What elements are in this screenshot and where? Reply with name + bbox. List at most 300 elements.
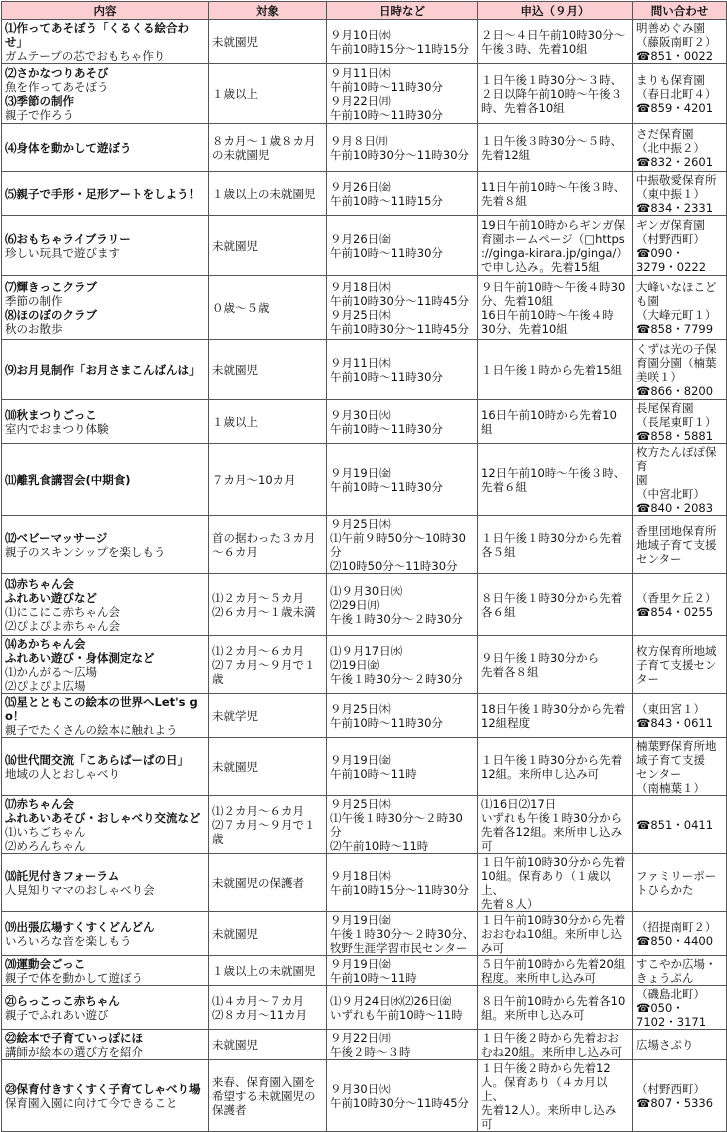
cell-datetime bbox=[327, 124, 478, 172]
cell-line: 午前10時～11時 bbox=[330, 971, 417, 985]
cell-datetime bbox=[327, 636, 478, 694]
event-description: 親子で作ろう bbox=[5, 108, 74, 122]
cell-line: 地域子育て支援 bbox=[636, 538, 717, 552]
event-description: ⑴いちごちゃん ⑵めろんちゃん bbox=[5, 825, 86, 853]
cell-contact bbox=[633, 64, 727, 124]
cell-line: 域子育て支援 bbox=[636, 753, 705, 767]
cell-line: ７カ月～10カ月 bbox=[212, 473, 296, 487]
cell-line: ⑵７カ月～９月で１ bbox=[212, 818, 316, 832]
event-title: ⑶季節の制作 bbox=[5, 94, 74, 108]
cell-line: 10組。保育あり（１歳以上、 bbox=[481, 869, 611, 897]
event-title: ⒀赤ちゃん会 bbox=[5, 577, 74, 591]
cell-target bbox=[209, 340, 327, 400]
event-title: ⑻ほのぼのクラブ bbox=[5, 308, 97, 322]
cell-line: 午前10時～11時 bbox=[330, 767, 417, 781]
cell-apply bbox=[478, 694, 633, 738]
event-title: ⑸親子で手形・足形アートをしよう！ bbox=[5, 187, 201, 201]
cell-content bbox=[2, 276, 209, 340]
table-row bbox=[2, 1060, 727, 1132]
table-row bbox=[2, 574, 727, 636]
cell-content bbox=[2, 956, 209, 986]
cell-line: トひらかた bbox=[636, 883, 694, 897]
cell-line: 16日午前10時～午後４時 bbox=[481, 308, 614, 322]
cell-line: 各５組 bbox=[481, 545, 516, 559]
cell-line: 子育て支援セン bbox=[636, 658, 717, 672]
cell-contact bbox=[633, 124, 727, 172]
cell-content bbox=[2, 172, 209, 216]
event-title: ⒆出張広場すくすくどんどん bbox=[5, 920, 155, 934]
cell-line: ☎858・7799 bbox=[636, 322, 714, 336]
cell-line: 未就園児 bbox=[212, 35, 258, 49]
event-description: 講師が絵本の選び方を紹介 bbox=[5, 1045, 143, 1059]
cell-apply bbox=[478, 516, 633, 574]
cell-line: ９月19日㈮ bbox=[330, 957, 391, 971]
cell-line: ☎840・2083 bbox=[636, 501, 714, 515]
cell-line: さだ保育園 bbox=[636, 127, 694, 141]
cell-line: 3279・0222 bbox=[636, 260, 707, 274]
cell-target bbox=[209, 986, 327, 1030]
cell-contact bbox=[633, 1060, 727, 1132]
cell-contact bbox=[633, 796, 727, 854]
cell-line: ⑴午前９時50分～10時30 bbox=[330, 531, 466, 545]
cell-line: １歳以上の未就園児 bbox=[212, 964, 316, 978]
cell-line: 先着12組 bbox=[481, 148, 531, 162]
cell-line: 分 bbox=[330, 545, 342, 559]
cell-line: すこやか広場・ bbox=[636, 957, 717, 971]
event-description: 季節の制作 bbox=[5, 294, 63, 308]
cell-line: （村野西町） bbox=[636, 1082, 705, 1096]
cell-line: 歳 bbox=[212, 672, 224, 686]
cell-contact bbox=[633, 444, 727, 516]
cell-line: ９月26日㈮ bbox=[330, 232, 391, 246]
event-title: ふれあいあそび・おしゃべり交流など bbox=[5, 811, 201, 825]
cell-contact bbox=[633, 172, 727, 216]
table-row bbox=[2, 796, 727, 854]
event-title: ⒁あかちゃん会 bbox=[5, 637, 86, 651]
cell-line: 午後１時30分～２時30分、 bbox=[330, 927, 475, 941]
cell-apply bbox=[478, 64, 633, 124]
cell-content bbox=[2, 516, 209, 574]
cell-line: ９月25日㈭ bbox=[330, 702, 391, 716]
cell-line: 先着８人） bbox=[481, 897, 539, 911]
cell-contact bbox=[633, 986, 727, 1030]
cell-line: 長尾保育園 bbox=[636, 401, 694, 415]
cell-line: 可 bbox=[481, 1117, 493, 1131]
cell-line: １日午後２時から先着おお bbox=[481, 1031, 619, 1045]
cell-datetime bbox=[327, 796, 478, 854]
table-row bbox=[2, 854, 727, 912]
event-title: ⑹おもちゃライブラリー bbox=[5, 232, 131, 246]
cell-apply bbox=[478, 1060, 633, 1132]
cell-target bbox=[209, 854, 327, 912]
cell-line: ９月18日㈭ bbox=[330, 869, 391, 883]
event-description: ガムテープの芯でおもちゃ作り bbox=[5, 49, 166, 63]
cell-content bbox=[2, 1030, 209, 1060]
cell-line: ９月11日㈭ bbox=[330, 66, 391, 80]
cell-line: 午前10時30分～11時45分 bbox=[330, 294, 470, 308]
cell-content bbox=[2, 20, 209, 64]
cell-line: いずれも午前10時～11時 bbox=[330, 1008, 463, 1022]
cell-line: ⑵19日㈮ bbox=[330, 658, 380, 672]
cell-datetime bbox=[327, 20, 478, 64]
event-title: ⑺輝きっこクラブ bbox=[5, 280, 97, 294]
cell-line: ⑵29日㈪ bbox=[330, 598, 380, 612]
header-content: 内容 bbox=[2, 2, 209, 20]
cell-line: 12組。来所申し込み可 bbox=[481, 767, 600, 781]
cell-apply bbox=[478, 1030, 633, 1060]
cell-line: ☎854・0255 bbox=[636, 605, 714, 619]
cell-datetime bbox=[327, 912, 478, 956]
cell-apply bbox=[478, 276, 633, 340]
cell-contact bbox=[633, 20, 727, 64]
cell-content bbox=[2, 854, 209, 912]
cell-apply bbox=[478, 340, 633, 400]
cell-line: 午後３時、先着10組 bbox=[481, 42, 588, 56]
cell-datetime bbox=[327, 444, 478, 516]
cell-line: 先着６組 bbox=[481, 480, 527, 494]
cell-line: ☎807・5336 bbox=[636, 1096, 714, 1110]
cell-content bbox=[2, 1060, 209, 1132]
event-title: ⒃世代間交流「こあらぱーぱの日」 bbox=[5, 753, 189, 767]
cell-line: ９月30日㈫ bbox=[330, 1082, 391, 1096]
cell-content bbox=[2, 340, 209, 400]
event-description: いろいろな音を楽しもう bbox=[5, 934, 132, 948]
cell-line: 午前10時～11時30分 bbox=[330, 108, 443, 122]
event-description: 秋のお散歩 bbox=[5, 322, 63, 336]
cell-line: おおむね10組。来所申し込 bbox=[481, 927, 623, 941]
cell-line: きょうぷん bbox=[636, 971, 694, 985]
cell-target bbox=[209, 400, 327, 444]
cell-datetime bbox=[327, 516, 478, 574]
event-title: ⒅託児付きフォーラム bbox=[5, 869, 120, 883]
header-apply: 申込（９月） bbox=[478, 2, 633, 20]
cell-line: ９月22日㈪ bbox=[330, 94, 391, 108]
cell-apply bbox=[478, 796, 633, 854]
event-title: ふれあい遊びなど bbox=[5, 591, 97, 605]
cell-line: み可 bbox=[481, 941, 504, 955]
cell-datetime bbox=[327, 1060, 478, 1132]
cell-line: 午前10時30分～11時45分 bbox=[330, 1096, 470, 1110]
cell-line: 午前10時～11時15分 bbox=[330, 194, 443, 208]
cell-line: センター bbox=[636, 552, 682, 566]
cell-contact bbox=[633, 956, 727, 986]
cell-line: 分、先着10組 bbox=[481, 294, 554, 308]
event-title: ⒇運動会ごっこ bbox=[5, 957, 86, 971]
cell-target bbox=[209, 516, 327, 574]
cell-line: 未就園児の保護者 bbox=[212, 876, 304, 890]
cell-line: 楠葉野保育所地 bbox=[636, 739, 717, 753]
cell-line: 未就園児 bbox=[212, 1038, 258, 1052]
cell-apply bbox=[478, 636, 633, 694]
cell-line: 香里団地保育所 bbox=[636, 524, 717, 538]
cell-line: 未就学児 bbox=[212, 709, 258, 723]
cell-datetime bbox=[327, 574, 478, 636]
cell-line: ⑵８カ月～11カ月 bbox=[212, 1008, 308, 1022]
cell-apply bbox=[478, 20, 633, 64]
cell-line: ９月11日㈭ bbox=[330, 356, 391, 370]
event-description: ⑴かんがる～広場 ⑵ぴよぴよ広場 bbox=[5, 665, 97, 693]
cell-line: 午前10時30分～11時45分 bbox=[330, 322, 470, 336]
cell-target bbox=[209, 276, 327, 340]
cell-line: 育園ホームページ（□https bbox=[481, 232, 625, 246]
cell-line: ⑴２カ月～６カ月 bbox=[212, 644, 304, 658]
event-description: 地域の人とおしゃべり bbox=[5, 767, 120, 781]
cell-line: （東田宮１） bbox=[636, 702, 705, 716]
cell-line: 各６組 bbox=[481, 605, 516, 619]
cell-line: 午前10時15分～11時15分 bbox=[330, 42, 470, 56]
cell-line: １日午後１時30分～３時、 bbox=[481, 73, 623, 87]
cell-line: ８日午後１時30分から先着 bbox=[481, 591, 623, 605]
event-description: 親子でふれあい遊び bbox=[5, 1008, 109, 1022]
cell-apply bbox=[478, 738, 633, 796]
cell-line: 午前10時～11時30分 bbox=[330, 80, 443, 94]
cell-content bbox=[2, 912, 209, 956]
cell-line: ９月19日㈮ bbox=[330, 753, 391, 767]
cell-line: 先着各12組。来所申し込み bbox=[481, 825, 623, 839]
table-row bbox=[2, 172, 727, 216]
cell-datetime bbox=[327, 1030, 478, 1060]
event-description: 親子でたくさんの絵本に触れよう bbox=[5, 723, 178, 737]
cell-line: ⑴２カ月～５カ月 bbox=[212, 591, 304, 605]
cell-line: ⑴９月17日㈬ bbox=[330, 644, 403, 658]
cell-line: ☎859・4201 bbox=[636, 101, 714, 115]
table-row bbox=[2, 956, 727, 986]
cell-line: 先着８組 bbox=[481, 194, 527, 208]
cell-datetime bbox=[327, 956, 478, 986]
cell-line: ⑵７カ月～９月で１ bbox=[212, 658, 316, 672]
cell-contact bbox=[633, 854, 727, 912]
cell-line: １日午後１時30分から先着 bbox=[481, 531, 623, 545]
cell-line: ９月25日㈭ bbox=[330, 517, 391, 531]
cell-line: 未就園児 bbox=[212, 927, 258, 941]
cell-line: ☎843・0611 bbox=[636, 716, 714, 730]
cell-line: ９月25日㈭ bbox=[330, 308, 391, 322]
cell-line: １歳以上 bbox=[212, 87, 258, 101]
cell-line: 11日午前10時～午後３時、 bbox=[481, 180, 626, 194]
cell-content bbox=[2, 574, 209, 636]
cell-line: １歳以上の未就園児 bbox=[212, 187, 316, 201]
table-row bbox=[2, 516, 727, 574]
cell-target bbox=[209, 738, 327, 796]
table-row bbox=[2, 1030, 727, 1060]
cell-line: ９月10日㈬ bbox=[330, 28, 391, 42]
cell-line: 午前10時～11時30分 bbox=[330, 480, 443, 494]
event-title: ㉒絵本で子育ていっぽにほ bbox=[5, 1031, 143, 1045]
cell-line: ９月19日㈮ bbox=[330, 466, 391, 480]
table-row bbox=[2, 276, 727, 340]
cell-content bbox=[2, 124, 209, 172]
cell-apply bbox=[478, 956, 633, 986]
event-title: ⑷身体を動かして遊ぼう bbox=[5, 141, 132, 155]
cell-line: 人。保育あり（４カ月以上、 bbox=[481, 1075, 608, 1103]
cell-datetime bbox=[327, 986, 478, 1030]
cell-line: 広場さぷり bbox=[636, 1038, 694, 1052]
cell-line: 午前10時～11時30分 bbox=[330, 422, 443, 436]
cell-apply bbox=[478, 124, 633, 172]
cell-line: 歳 bbox=[212, 832, 224, 846]
table-row bbox=[2, 340, 727, 400]
cell-apply bbox=[478, 400, 633, 444]
cell-line: 12組程度 bbox=[481, 716, 531, 730]
cell-line: １日午前10時30分から先着 bbox=[481, 913, 626, 927]
cell-line: （招提南町２） bbox=[636, 920, 717, 934]
event-title: ⑴作ってあそぼう「くるくる絵合わせ」 bbox=[5, 21, 189, 49]
cell-line: 可 bbox=[481, 839, 493, 853]
cell-line: 7102・3171 bbox=[636, 1015, 707, 1029]
cell-line: ⑵10時50分～11時30分 bbox=[330, 559, 458, 573]
cell-line: くずは光の子保育園分園（楠葉 bbox=[636, 342, 717, 370]
cell-line: （東中振１） bbox=[636, 187, 705, 201]
cell-line: ☎851・0022 bbox=[636, 49, 714, 63]
cell-content bbox=[2, 216, 209, 276]
cell-line: 園 bbox=[636, 473, 648, 487]
event-description: 室内でおまつり体験 bbox=[5, 422, 109, 436]
cell-line: １日午前10時30分から先着 bbox=[481, 855, 626, 869]
cell-line: ８カ月～１歳８カ月 bbox=[212, 134, 316, 148]
event-title: ⑾離乳食講習会(中期食) bbox=[5, 473, 131, 487]
cell-line: 希望する未就園児の bbox=[212, 1089, 316, 1103]
event-description: 親子で体を動かして遊ぼう bbox=[5, 971, 143, 985]
cell-line: 午後１時30分～２時30分 bbox=[330, 612, 463, 626]
header-target: 対象 bbox=[209, 2, 327, 20]
cell-target bbox=[209, 694, 327, 738]
cell-target bbox=[209, 796, 327, 854]
cell-line: ９月８日㈪ bbox=[330, 134, 388, 148]
cell-line: 未就園児 bbox=[212, 760, 258, 774]
cell-line: ⑴４カ月～７カ月 bbox=[212, 994, 304, 1008]
cell-line: 18日午後１時30分から先着 bbox=[481, 702, 626, 716]
cell-line: ２日以降午前10時～午後３ bbox=[481, 87, 623, 101]
event-description: 保育園入園に向けて今できること bbox=[5, 1096, 178, 1110]
cell-line: ２日～４日午前10時30分～ bbox=[481, 28, 626, 42]
cell-line: 午前10時15分～11時30分 bbox=[330, 883, 470, 897]
cell-apply bbox=[478, 986, 633, 1030]
event-description: 人見知りママのおしゃべり会 bbox=[5, 883, 155, 897]
cell-target bbox=[209, 1060, 327, 1132]
cell-content bbox=[2, 796, 209, 854]
cell-line: ☎834・2331 bbox=[636, 201, 714, 215]
cell-datetime bbox=[327, 276, 478, 340]
cell-apply bbox=[478, 912, 633, 956]
cell-content bbox=[2, 64, 209, 124]
cell-line: ☎866・8200 bbox=[636, 384, 714, 398]
cell-line: 保護者 bbox=[212, 1103, 247, 1117]
event-title: ⑿ベビーマッサージ bbox=[5, 531, 108, 545]
cell-datetime bbox=[327, 738, 478, 796]
cell-target bbox=[209, 912, 327, 956]
cell-contact bbox=[633, 340, 727, 400]
cell-line: 組 bbox=[481, 422, 493, 436]
cell-line: ９月30日㈫ bbox=[330, 408, 391, 422]
event-table bbox=[1, 1, 727, 1132]
cell-line: 16日午前10時から先着10 bbox=[481, 408, 617, 422]
cell-line: むね20組。来所申し込み可 bbox=[481, 1045, 623, 1059]
cell-contact bbox=[633, 694, 727, 738]
cell-line: ⑴２カ月～６カ月 bbox=[212, 804, 304, 818]
cell-target bbox=[209, 444, 327, 516]
cell-line: 牧野生涯学習市民センター bbox=[330, 941, 468, 955]
cell-content bbox=[2, 986, 209, 1030]
cell-apply bbox=[478, 216, 633, 276]
cell-line: （長尾東町１） bbox=[636, 415, 717, 429]
cell-line: ⑴９月24日㈬⑵26日㈮ bbox=[330, 994, 452, 1008]
cell-line: 首の据わった３カ月 bbox=[212, 531, 316, 545]
cell-target bbox=[209, 956, 327, 986]
cell-line: 先着12人）。来所申し込み bbox=[481, 1103, 617, 1117]
cell-line: 組。来所申し込み可 bbox=[481, 1008, 585, 1022]
cell-line: 時、先着各10組 bbox=[481, 101, 565, 115]
event-title: ⑽秋まつりごっこ bbox=[5, 408, 97, 422]
cell-contact bbox=[633, 912, 727, 956]
cell-line: ://ginga-kirara.jp/ginga/） bbox=[481, 246, 628, 260]
cell-content bbox=[2, 400, 209, 444]
cell-line: 19日午前10時からギンガ保 bbox=[481, 218, 626, 232]
table-row bbox=[2, 444, 727, 516]
cell-line: まりも保育園 bbox=[636, 73, 705, 87]
cell-contact bbox=[633, 636, 727, 694]
cell-line: １歳以上 bbox=[212, 415, 258, 429]
cell-line: 午前10時～11時30分 bbox=[330, 370, 443, 384]
cell-target bbox=[209, 124, 327, 172]
cell-target bbox=[209, 1030, 327, 1060]
cell-datetime bbox=[327, 694, 478, 738]
cell-apply bbox=[478, 172, 633, 216]
cell-line: 美咲１） bbox=[636, 370, 682, 384]
cell-line: 未就園児 bbox=[212, 363, 258, 377]
cell-line: 30分、先着10組 bbox=[481, 322, 568, 336]
cell-target bbox=[209, 216, 327, 276]
cell-line: ギンガ保育園 bbox=[636, 218, 705, 232]
cell-line: ☎832・2601 bbox=[636, 155, 714, 169]
cell-line: いずれも午後１時30分から bbox=[481, 811, 623, 825]
event-title: ㉓保育付きすくすく子育てしゃべり場 bbox=[5, 1082, 201, 1096]
cell-line: １日午後３時30分～５時、 bbox=[481, 134, 623, 148]
cell-apply bbox=[478, 574, 633, 636]
cell-line: ⑴16日⑵17日 bbox=[481, 797, 557, 811]
cell-line: 分 bbox=[330, 825, 342, 839]
cell-content bbox=[2, 694, 209, 738]
cell-line: ファミリーポー bbox=[636, 869, 717, 883]
table-row bbox=[2, 124, 727, 172]
cell-datetime bbox=[327, 340, 478, 400]
cell-line: 午後１時30分～２時30分 bbox=[330, 672, 463, 686]
cell-line: （南楠葉１） bbox=[636, 781, 705, 795]
cell-line: 午後２時～３時 bbox=[330, 1045, 411, 1059]
cell-line: （藤阪南町２） bbox=[636, 35, 717, 49]
cell-line: ☎858・5881 bbox=[636, 429, 714, 443]
cell-line: 枚方たんぽぽ保育 bbox=[636, 445, 717, 473]
header-contact: 問い合わせ bbox=[633, 2, 727, 20]
cell-line: ９月26日㈮ bbox=[330, 180, 391, 194]
cell-line: （香里ケ丘２） bbox=[636, 591, 717, 605]
cell-line: 中振敬愛保育所 bbox=[636, 173, 717, 187]
cell-line: センター bbox=[636, 767, 682, 781]
cell-line: 程度。来所申し込み可 bbox=[481, 971, 596, 985]
cell-line: ⑵６カ月～１歳未満 bbox=[212, 605, 316, 619]
event-title: ふれあい遊び・身体測定など bbox=[5, 651, 155, 665]
cell-target bbox=[209, 636, 327, 694]
cell-line: （中宮北町） bbox=[636, 487, 705, 501]
cell-line: ９月18日㈭ bbox=[330, 280, 391, 294]
cell-target bbox=[209, 20, 327, 64]
cell-line: （磯島北町） bbox=[636, 987, 705, 1001]
cell-datetime bbox=[327, 64, 478, 124]
cell-line: ９月22日㈪ bbox=[330, 1031, 391, 1045]
table-row bbox=[2, 64, 727, 124]
event-title: ㉑らっこっこ赤ちゃん bbox=[5, 994, 120, 1008]
header-row bbox=[2, 2, 727, 20]
event-title: ⑵さかなつりあそび bbox=[5, 66, 109, 80]
